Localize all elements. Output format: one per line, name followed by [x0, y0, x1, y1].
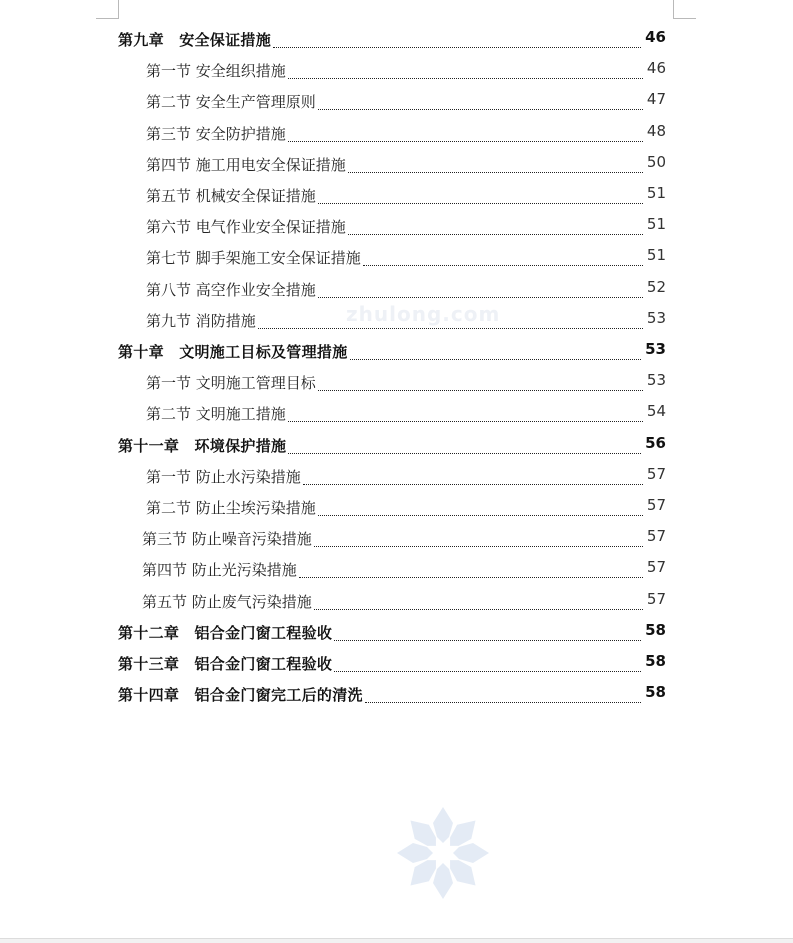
- toc-section-entry[interactable]: [142, 553, 666, 579]
- toc-section-entry[interactable]: [142, 522, 666, 548]
- toc-entry-title: 第十四章 铝合金门窗完工后的清洗: [118, 686, 363, 705]
- toc-page-number: 48: [646, 121, 666, 140]
- toc-section-entry[interactable]: [142, 585, 666, 611]
- dot-leader: [314, 546, 643, 547]
- dot-leader: [288, 421, 643, 422]
- toc-section-entry[interactable]: [146, 117, 666, 143]
- toc-page-number: 57: [646, 558, 666, 577]
- toc-page-number: 57: [646, 464, 666, 483]
- toc-entry-title: 第十章 文明施工目标及管理措施: [118, 343, 348, 361]
- toc-entry-title: 第九节 消防措施: [146, 311, 256, 330]
- toc-entry-title: 第五节 防止废气污染措施: [142, 592, 312, 611]
- toc-section-entry[interactable]: [146, 179, 666, 205]
- toc-section-entry[interactable]: [146, 85, 666, 111]
- toc-page-number: 53: [645, 340, 666, 358]
- toc-entry-title: 第一节 安全组织措施: [146, 62, 286, 81]
- toc-entry-title: 第二节 安全生产管理原则: [146, 93, 316, 112]
- toc-entry-title: 第一节 防止水污染措施: [146, 467, 301, 486]
- toc-section-entry[interactable]: [146, 54, 666, 80]
- dot-leader: [348, 234, 643, 235]
- toc-page-number: 58: [645, 620, 666, 639]
- dot-leader: [273, 47, 641, 48]
- page-corner-mark-left: [96, 0, 119, 19]
- toc-page-number: 57: [646, 527, 666, 546]
- toc-page-number: 58: [645, 683, 666, 702]
- toc-chapter-entry[interactable]: [118, 429, 666, 455]
- dot-leader: [334, 671, 641, 672]
- toc-page-number: 50: [646, 152, 666, 171]
- toc-entry-title: 第四节 防止光污染措施: [142, 561, 297, 580]
- toc-entry-title: 第五节 机械安全保证措施: [146, 187, 316, 205]
- toc-chapter-entry[interactable]: [118, 678, 666, 704]
- toc-entry-title: 第四节 施工用电安全保证措施: [146, 155, 346, 174]
- dot-leader: [318, 109, 643, 110]
- toc-page-number: 56: [645, 433, 666, 452]
- toc-page-number: 46: [645, 28, 666, 46]
- toc-page-number: 58: [645, 652, 666, 670]
- dot-leader: [334, 640, 641, 641]
- watermark-text: zhulong.com: [346, 302, 501, 326]
- dot-leader: [318, 297, 643, 298]
- dot-leader: [350, 359, 642, 360]
- toc-chapter-entry[interactable]: [118, 616, 666, 642]
- dot-leader: [303, 484, 643, 485]
- toc-entry-title: 第一节 文明施工管理目标: [146, 374, 316, 393]
- toc-page-number: 51: [646, 215, 666, 234]
- toc-entry-title: 第六节 电气作业安全保证措施: [146, 218, 346, 237]
- toc-section-entry[interactable]: [146, 241, 666, 267]
- toc-section-entry[interactable]: [146, 210, 666, 236]
- toc-page-number: 54: [646, 402, 666, 421]
- toc-entry-title: 第二节 文明施工措施: [146, 405, 286, 424]
- toc-section-entry[interactable]: [146, 366, 666, 392]
- dot-leader: [363, 265, 643, 266]
- page-corner-mark-right: [673, 0, 696, 19]
- toc-entry-title: 第三节 防止噪音污染措施: [142, 530, 312, 549]
- toc-section-entry[interactable]: [146, 304, 666, 330]
- toc-entry-title: 第十一章 环境保护措施: [118, 436, 287, 455]
- dot-leader: [365, 702, 641, 703]
- toc-entry-title: 第七节 脚手架施工安全保证措施: [146, 249, 361, 268]
- toc-page-number: 52: [646, 277, 666, 296]
- toc-section-entry[interactable]: [146, 148, 666, 174]
- dot-leader: [258, 328, 643, 329]
- dot-leader: [318, 203, 643, 204]
- toc-entry-title: 第九章 安全保证措施: [118, 31, 272, 49]
- toc-page-number: 57: [646, 589, 666, 608]
- dot-leader: [318, 515, 643, 516]
- dot-leader: [318, 390, 643, 391]
- snowflake-logo-icon: [393, 803, 493, 903]
- toc-section-entry[interactable]: [146, 397, 666, 423]
- dot-leader: [314, 609, 643, 610]
- toc-section-entry[interactable]: [146, 491, 666, 517]
- toc-chapter-entry[interactable]: [118, 23, 666, 49]
- dot-leader: [348, 172, 643, 173]
- toc-entry-title: 第十二章 铝合金门窗工程验收: [118, 623, 333, 642]
- toc-page-number: 53: [646, 308, 666, 327]
- toc-section-entry[interactable]: [146, 460, 666, 486]
- toc-entry-title: 第十三章 铝合金门窗工程验收: [118, 655, 333, 673]
- toc-entry-title: 第二节 防止尘埃污染措施: [146, 499, 316, 517]
- toc-page-number: 46: [646, 59, 666, 78]
- dot-leader: [299, 577, 643, 578]
- dot-leader: [288, 141, 643, 142]
- toc-chapter-entry[interactable]: [118, 335, 666, 361]
- toc-chapter-entry[interactable]: [118, 647, 666, 673]
- toc-page-number: 51: [646, 246, 666, 265]
- toc-section-entry[interactable]: [146, 273, 666, 299]
- toc-page-number: 53: [646, 371, 666, 390]
- toc-page-number: 57: [646, 496, 666, 514]
- toc-entry-title: 第三节 安全防护措施: [146, 124, 286, 143]
- dot-leader: [288, 453, 641, 454]
- toc-page-number: 51: [646, 184, 666, 202]
- toc-page-number: 47: [646, 90, 666, 109]
- dot-leader: [288, 78, 643, 79]
- toc-entry-title: 第八节 高空作业安全措施: [146, 280, 316, 299]
- page-bottom-edge: [0, 938, 793, 943]
